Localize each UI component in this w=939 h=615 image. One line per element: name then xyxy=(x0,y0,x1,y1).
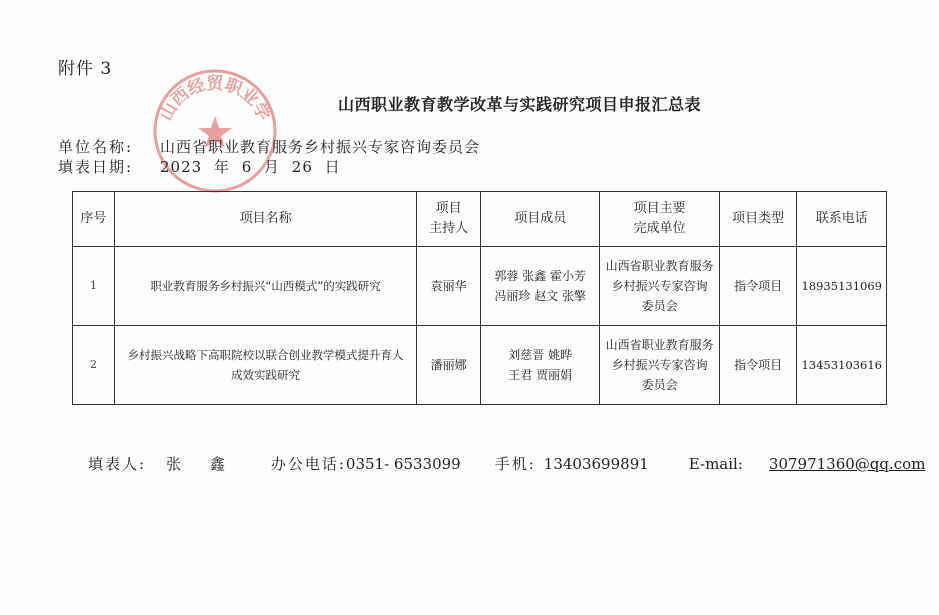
row-index: 1 xyxy=(73,247,115,326)
unit-name-row xyxy=(58,136,480,157)
fill-date-value: 2023 年 6 月 26 日 xyxy=(160,158,341,176)
row-type: 指令项目 xyxy=(719,326,797,405)
row-unit-line1: 山西省职业教育服务 xyxy=(605,259,714,273)
header-project-name: 项目名称 xyxy=(114,192,416,247)
email-label: E-mail: xyxy=(688,455,743,473)
header-host-line1: 项目 xyxy=(435,201,462,216)
row-unit-line3: 委员会 xyxy=(641,378,678,392)
table-header-row xyxy=(73,192,887,247)
row-type: 指令项目 xyxy=(719,247,797,326)
fill-date-label: 填表日期: xyxy=(58,158,134,176)
header-phone: 联系电话 xyxy=(797,192,887,247)
filler-label: 填表人: xyxy=(88,455,147,473)
row-host: 袁丽华 xyxy=(417,247,481,326)
table-row xyxy=(73,247,887,326)
unit-name-label: 单位名称: xyxy=(58,138,134,156)
header-index: 序号 xyxy=(73,192,115,247)
row-phone: 18935131069 xyxy=(797,247,887,326)
header-members: 项目成员 xyxy=(481,192,600,247)
row-unit xyxy=(600,326,719,405)
row-unit-line2: 乡村振兴专家咨询 xyxy=(611,279,708,293)
header-unit-line2: 完成单位 xyxy=(633,221,686,236)
mobile-value: 13403699891 xyxy=(543,455,649,473)
row-unit-line2: 乡村振兴专家咨询 xyxy=(611,358,708,372)
header-host-line2: 主持人 xyxy=(429,221,469,236)
unit-name-value: 山西省职业教育服务乡村振兴专家咨询委员会 xyxy=(160,138,481,156)
row-unit-line3: 委员会 xyxy=(641,299,678,313)
filler-name: 张 鑫 xyxy=(166,455,237,473)
row-host: 潘丽娜 xyxy=(417,326,481,405)
table-row xyxy=(73,326,887,405)
header-unit-line1: 项目主要 xyxy=(633,201,686,216)
row-members-line1: 郭蓉 张鑫 霍小芳 xyxy=(494,269,587,283)
row-project-name-line1: 乡村振兴战略下高职院校以联合创业教学模式提升育人 xyxy=(127,348,404,362)
mobile-label: 手机: xyxy=(494,455,536,473)
office-phone-value: 0351- 6533099 xyxy=(345,455,461,473)
page-title: 山西职业教育教学改革与实践研究项目申报汇总表 xyxy=(337,95,701,114)
row-members-line1: 刘慈晋 姚晔 xyxy=(508,348,573,362)
office-phone-label: 办公电话: xyxy=(270,455,346,473)
row-unit xyxy=(600,247,719,326)
email-link[interactable]: 307971360@qq.com xyxy=(768,455,926,473)
row-project-name: 职业教育服务乡村振兴“山西模式”的实践研究 xyxy=(114,247,416,326)
header-host xyxy=(417,192,481,247)
form-footer xyxy=(88,453,925,474)
row-project-name xyxy=(114,326,416,405)
row-index: 2 xyxy=(73,326,115,405)
row-members xyxy=(481,247,600,326)
row-members-line2: 冯丽珍 赵文 张擎 xyxy=(494,289,587,303)
header-unit xyxy=(600,192,719,247)
seal-text: 山西经贸职业学 xyxy=(156,74,274,125)
fill-date-row xyxy=(58,156,341,177)
row-members-line2: 王君 贾丽娟 xyxy=(508,368,573,382)
header-type: 项目类型 xyxy=(719,192,797,247)
row-project-name-line2: 成效实践研究 xyxy=(231,368,301,382)
row-phone: 13453103616 xyxy=(797,326,887,405)
row-members xyxy=(481,326,600,405)
attachment-label: 附件 3 xyxy=(58,59,113,79)
project-summary-table xyxy=(72,191,887,405)
row-unit-line1: 山西省职业教育服务 xyxy=(605,338,714,352)
